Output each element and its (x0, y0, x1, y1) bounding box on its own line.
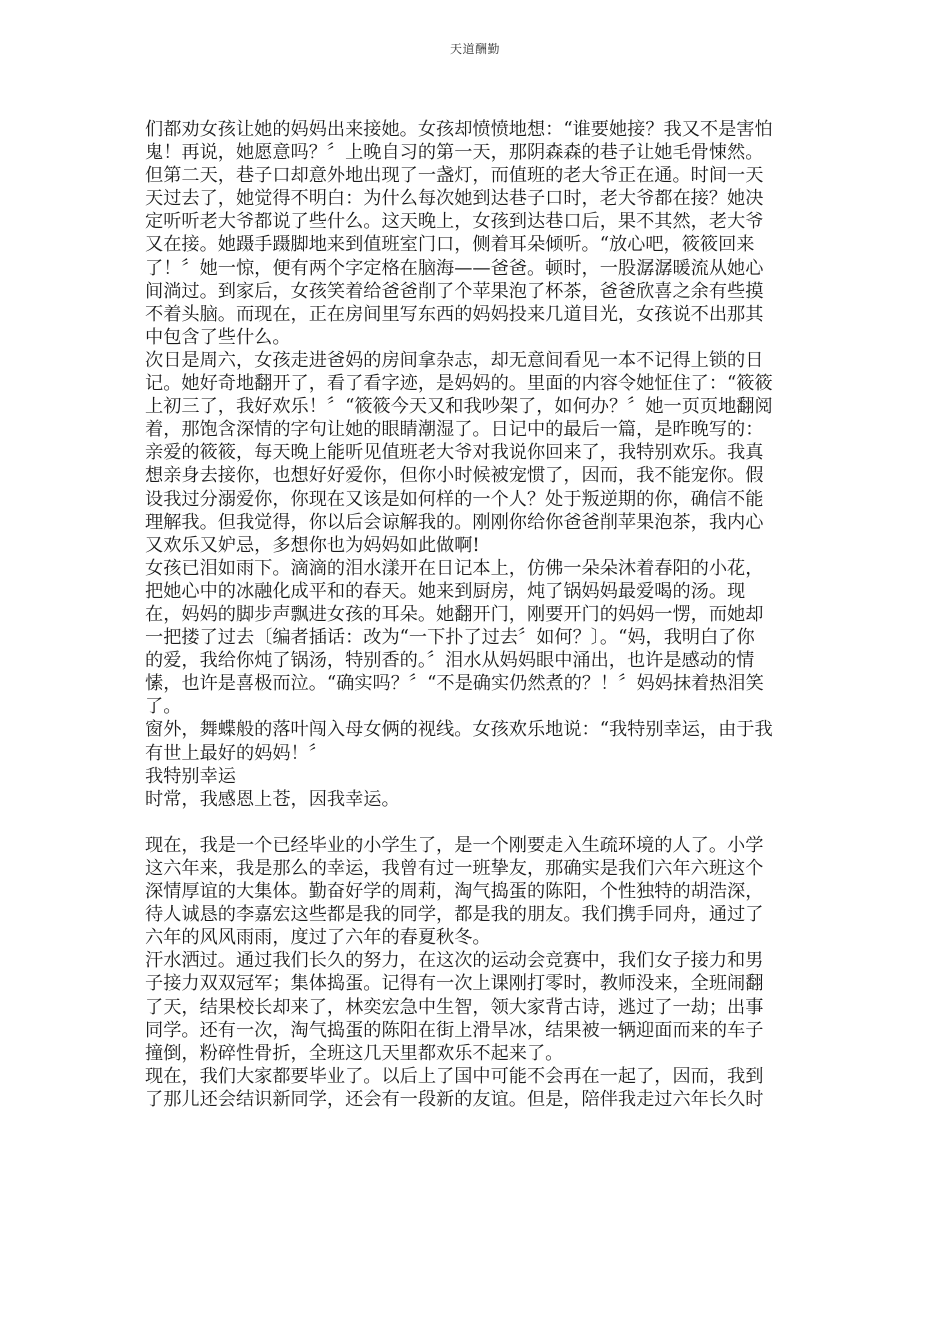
text-line: 在，妈妈的脚步声飘进女孩的耳朵。她翻开门，刚要开门的妈妈一愣，而她却 (145, 603, 764, 625)
text-line: 深情厚谊的大集体。勤奋好学的周莉，淘气捣蛋的陈阳，个性独特的胡浩深， (145, 881, 764, 903)
text-line: 愫，也许是喜极而泣。“确实吗？〞“不是确实仍然煮的？！〞妈妈抹着热泪笑 (145, 673, 764, 695)
text-line: 女孩已泪如雨下。滴滴的泪水漾开在日记本上，仿佛一朵朵沐着春阳的小花， (145, 557, 764, 579)
text-line: 上初三了，我好欢乐！〞“筱筱今天又和我吵架了，如何办？〞她一页页地翻阅 (145, 396, 773, 418)
text-line: 时常，我感恩上苍，因我幸运。 (145, 788, 400, 810)
text-line: 把她心中的冰融化成平和的春天。她来到厨房，炖了锅妈妈最爱喝的汤。现 (145, 580, 746, 602)
text-line: 又欢乐又妒忌，多想你也为妈妈如此做啊! (145, 534, 480, 556)
text-line: 天过去了，她觉得不明白：为什么每次她到达巷子口时，老大爷都在接？她决 (145, 188, 764, 210)
text-line: 想亲身去接你，也想好好爱你，但你小时候被宠惯了，因而，我不能宠你。假 (145, 465, 764, 487)
text-line: 了。 (145, 696, 182, 718)
text-line: 但第二天，巷子口却意外地出现了一盏灯，而值班的老大爷正在通。时间一天 (145, 165, 764, 187)
text-line: 间淌过。到家后，女孩笑着给爸爸削了个苹果泡了杯茶，爸爸欣喜之余有些摸 (145, 280, 764, 302)
text-line: 一把搂了过去〔编者插话：改为“一下扑了过去〞如何？〕。“妈，我明白了你 (145, 627, 755, 649)
text-line: 鬼！再说，她愿意吗？〞上晚自习的第一天，那阴森森的巷子让她毛骨悚然。 (145, 142, 764, 164)
text-line: 有世上最好的妈妈！〞 (145, 742, 327, 764)
text-line: 亲爱的筱筱，每天晚上能听见值班老大爷对我说你回来了，我特别欢乐。我真 (145, 442, 764, 464)
text-line: 待人诚恳的李嘉宏这些都是我的同学，都是我的朋友。我们携手同舟，通过了 (145, 904, 764, 926)
page-header: 天道酬勤 (449, 42, 500, 56)
text-line: 着，那饱含深情的字句让她的眼睛潮湿了。日记中的最后一篇，是昨晚写的： (145, 419, 764, 441)
text-line: 汗水洒过。通过我们长久的努力，在这次的运动会竞赛中，我们女子接力和男 (145, 950, 764, 972)
text-line: 不着头脑。而现在，正在房间里写东西的妈妈投来几道目光，女孩说不出那其 (145, 303, 764, 325)
text-line: 了天，结果校长却来了，林奕宏急中生智，领大家背古诗，逃过了一劫；出事 (145, 996, 764, 1018)
text-line: 这六年来，我是那么的幸运，我曾有过一班挚友，那确实是我们六年六班这个 (145, 858, 764, 879)
text-line: 了那儿还会结识新同学，还会有一段新的友谊。但是，陪伴我走过六年长久时 (145, 1088, 764, 1110)
text-line: 撞倒，粉碎性骨折，全班这几天里都欢乐不起来了。 (145, 1042, 564, 1064)
text-line: 子接力双双冠军；集体捣蛋。记得有一次上课刚打零时，教师没来，全班闹翻 (145, 973, 764, 995)
text-line: 现在，我是一个已经毕业的小学生了，是一个刚要走入生疏环境的人了。小学 (145, 834, 764, 856)
text-line: 又在接。她蹑手蹑脚地来到值班室门口，侧着耳朵倾听。“放心吧，筱筱回来 (145, 234, 755, 256)
text-line: 中包含了些什么。 (145, 326, 291, 348)
text-line: 窗外，舞蝶般的落叶闯入母女俩的视线。女孩欢乐地说：“我特别幸运，由于我 (145, 719, 773, 741)
text-line: 理解我。但我觉得，你以后会谅解我的。刚刚你给你爸爸削苹果泡茶，我内心 (145, 511, 764, 533)
text-line: 同学。还有一次，淘气捣蛋的陈阳在街上滑旱冰，结果被一辆迎面而来的车子 (145, 1019, 764, 1041)
text-line: 记。她好奇地翻开了，看了看字迹，是妈妈的。里面的内容令她怔住了：“筱筱 (145, 373, 773, 395)
text-line: 定听听老大爷都说了些什么。这天晚上，女孩到达巷口后，果不其然，老大爷 (145, 211, 764, 233)
text-line: 们都劝女孩让她的妈妈出来接她。女孩却愤愤地想：“谁要她接？我又不是害怕 (145, 119, 773, 140)
text-line: 的爱，我给你炖了锅汤，特别香的。〞泪水从妈妈眼中涌出，也许是感动的情 (145, 650, 755, 672)
blank-line (145, 811, 807, 834)
text-line: 现在，我们大家都要毕业了。以后上了国中可能不会再在一起了，因而，我到 (145, 1065, 764, 1087)
document-body (145, 118, 807, 1111)
text-line: 次日是周六，女孩走进爸妈的房间拿杂志，却无意间看见一本不记得上锁的日 (145, 349, 764, 371)
text-line: 我特别幸运 (145, 765, 236, 787)
text-line: 设我过分溺爱你，你现在又该是如何样的一个人？处于叛逆期的你，确信不能 (145, 488, 764, 510)
text-line: 六年的风风雨雨，度过了六年的春夏秋冬。 (145, 927, 491, 949)
text-line: 了！〞她一惊，便有两个字定格在脑海——爸爸。顿时，一股潺潺暖流从她心 (145, 257, 764, 279)
